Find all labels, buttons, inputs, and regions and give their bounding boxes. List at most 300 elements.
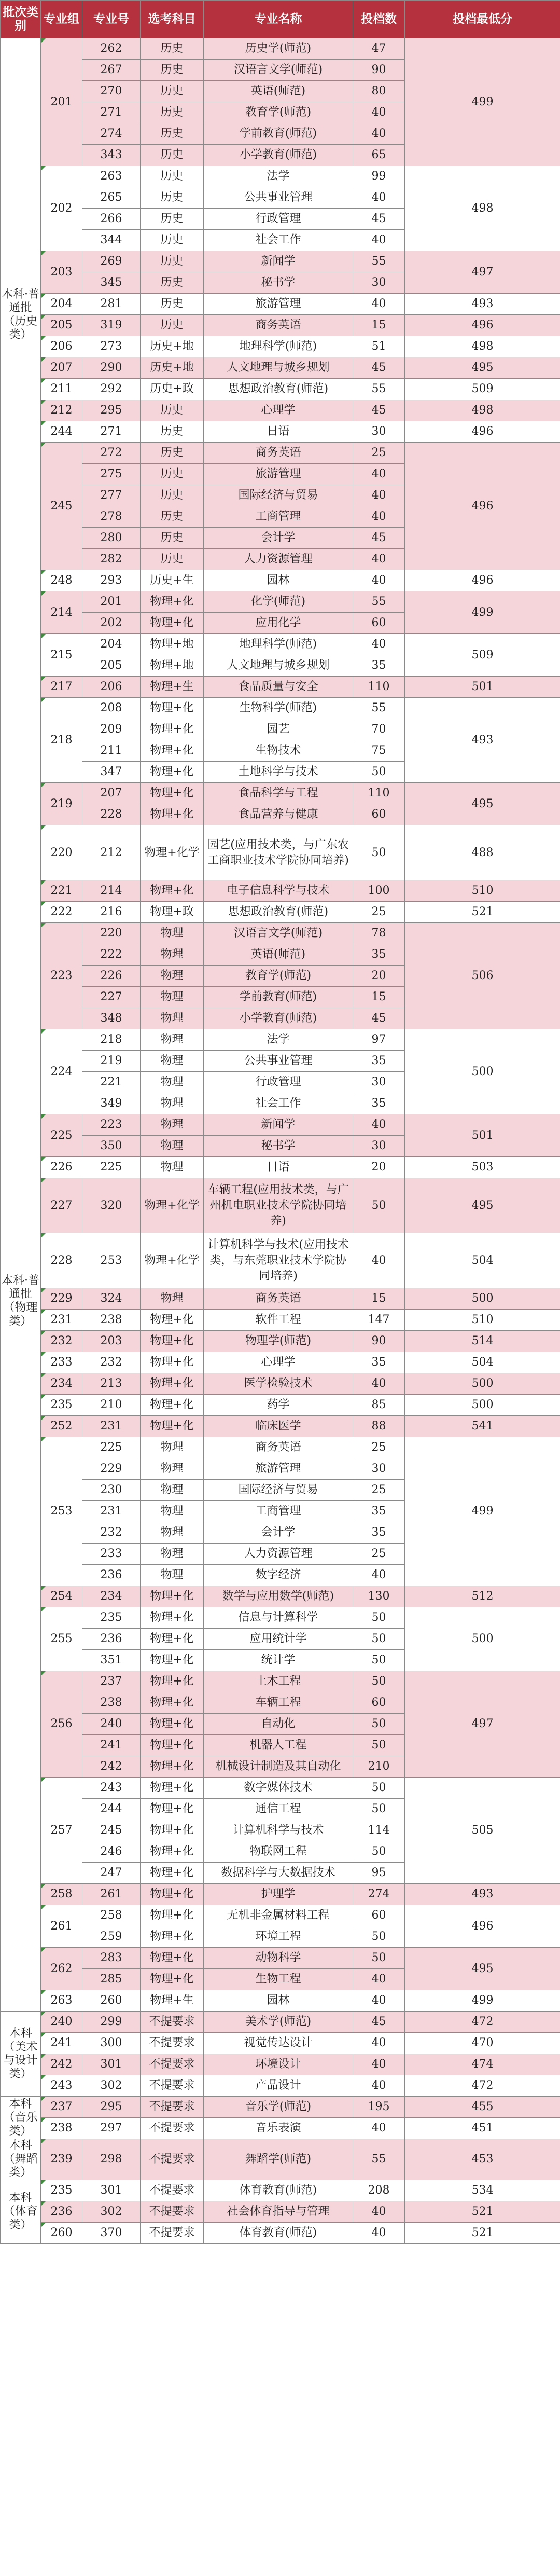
subjects-cell: 历史+政 xyxy=(141,379,204,400)
subjects-cell: 物理+化 xyxy=(141,1735,204,1756)
min-score-cell: 495 xyxy=(405,1948,560,1990)
table-row xyxy=(1,783,560,804)
admitted-cell: 85 xyxy=(353,1395,405,1416)
group-cell: 211 xyxy=(41,379,82,400)
admitted-cell: 60 xyxy=(353,1692,405,1714)
subjects-cell: 不提要求 xyxy=(141,2223,204,2244)
table-row xyxy=(1,698,560,719)
table-row xyxy=(1,1178,560,1233)
table-row xyxy=(1,1352,560,1373)
admitted-cell: 110 xyxy=(353,677,405,698)
admitted-cell: 110 xyxy=(353,783,405,804)
group-cell: 257 xyxy=(41,1778,82,1884)
major-code-cell: 266 xyxy=(82,209,141,230)
admitted-cell: 25 xyxy=(353,1437,405,1458)
group-cell: 240 xyxy=(41,2012,82,2033)
major-name-cell: 思想政治教育(师范) xyxy=(204,379,353,400)
subjects-cell: 物理+政 xyxy=(141,902,204,923)
table-row xyxy=(1,2097,560,2118)
major-name-cell: 心理学 xyxy=(204,1352,353,1373)
table-row xyxy=(1,2223,560,2244)
major-code-cell: 205 xyxy=(82,655,141,677)
group-cell: 233 xyxy=(41,1352,82,1373)
subjects-cell: 历史 xyxy=(141,145,204,166)
major-name-cell: 体育教育(师范) xyxy=(204,2223,353,2244)
major-name-cell: 旅游管理 xyxy=(204,464,353,485)
major-name-cell: 行政管理 xyxy=(204,209,353,230)
major-name-cell: 工商管理 xyxy=(204,1501,353,1522)
major-name-cell: 视觉传达设计 xyxy=(204,2033,353,2054)
min-score-cell: 455 xyxy=(405,2097,560,2118)
major-code-cell: 301 xyxy=(82,2054,141,2075)
subjects-cell: 物理+化 xyxy=(141,1905,204,1926)
major-code-cell: 324 xyxy=(82,1288,141,1310)
category-cell: 本科·普通批（历史类） xyxy=(1,38,41,591)
major-name-cell: 小学教育(师范) xyxy=(204,1008,353,1029)
category-cell: 本科（美术与设计类） xyxy=(1,2012,41,2097)
subjects-cell: 物理 xyxy=(141,1437,204,1458)
min-score-cell: 512 xyxy=(405,1586,560,1607)
table-row xyxy=(1,2054,560,2075)
subjects-cell: 物理+生 xyxy=(141,1990,204,2012)
major-code-cell: 225 xyxy=(82,1157,141,1178)
min-score-cell: 501 xyxy=(405,677,560,698)
group-cell: 228 xyxy=(41,1233,82,1288)
major-code-cell: 231 xyxy=(82,1501,141,1522)
subjects-cell: 物理 xyxy=(141,1051,204,1072)
major-name-cell: 旅游管理 xyxy=(204,294,353,315)
group-cell: 244 xyxy=(41,421,82,443)
major-code-cell: 204 xyxy=(82,634,141,655)
min-score-cell: 534 xyxy=(405,2180,560,2201)
group-cell: 201 xyxy=(41,38,82,166)
subjects-cell: 物理+化 xyxy=(141,1841,204,1863)
major-name-cell: 社会工作 xyxy=(204,1093,353,1114)
admitted-cell: 50 xyxy=(353,1607,405,1629)
min-score-cell: 493 xyxy=(405,294,560,315)
major-code-cell: 214 xyxy=(82,880,141,902)
subjects-cell: 物理+化 xyxy=(141,1948,204,1969)
subjects-cell: 物理+化 xyxy=(141,1799,204,1820)
subjects-cell: 物理+化 xyxy=(141,1650,204,1671)
major-code-cell: 229 xyxy=(82,1458,141,1480)
major-name-cell: 机器人工程 xyxy=(204,1735,353,1756)
table-row xyxy=(1,1157,560,1178)
subjects-cell: 不提要求 xyxy=(141,2118,204,2139)
major-name-cell: 环境设计 xyxy=(204,2054,353,2075)
admitted-cell: 50 xyxy=(353,1799,405,1820)
major-name-cell: 计算机科学与技术(应用技术类，与东莞职业技术学院协同培养) xyxy=(204,1233,353,1288)
major-code-cell: 302 xyxy=(82,2201,141,2223)
group-cell: 235 xyxy=(41,2180,82,2201)
major-code-cell: 216 xyxy=(82,902,141,923)
admitted-cell: 45 xyxy=(353,528,405,549)
subjects-cell: 物理 xyxy=(141,966,204,987)
major-code-cell: 267 xyxy=(82,60,141,81)
admitted-cell: 100 xyxy=(353,880,405,902)
major-name-cell: 数字媒体技术 xyxy=(204,1778,353,1799)
subjects-cell: 历史 xyxy=(141,187,204,209)
major-code-cell: 290 xyxy=(82,357,141,379)
table-row xyxy=(1,1607,560,1629)
min-score-cell: 506 xyxy=(405,923,560,1029)
table-row xyxy=(1,166,560,187)
group-cell: 206 xyxy=(41,336,82,357)
admitted-cell: 25 xyxy=(353,902,405,923)
subjects-cell: 物理+化 xyxy=(141,1310,204,1331)
min-score-cell: 495 xyxy=(405,357,560,379)
subjects-cell: 物理 xyxy=(141,1093,204,1114)
admitted-cell: 80 xyxy=(353,81,405,102)
major-code-cell: 347 xyxy=(82,762,141,783)
table-row xyxy=(1,1373,560,1395)
admitted-cell: 15 xyxy=(353,987,405,1008)
admitted-cell: 50 xyxy=(353,1178,405,1233)
major-name-cell: 商务英语 xyxy=(204,443,353,464)
subjects-cell: 物理 xyxy=(141,1072,204,1093)
group-cell: 258 xyxy=(41,1884,82,1905)
major-name-cell: 学前教育(师范) xyxy=(204,987,353,1008)
major-name-cell: 医学检验技术 xyxy=(204,1373,353,1395)
major-name-cell: 车辆工程(应用技术类，与广州机电职业技术学院协同培养) xyxy=(204,1178,353,1233)
table-row xyxy=(1,677,560,698)
major-code-cell: 234 xyxy=(82,1586,141,1607)
major-name-cell: 社会工作 xyxy=(204,230,353,251)
group-cell: 254 xyxy=(41,1586,82,1607)
subjects-cell: 物理 xyxy=(141,1136,204,1157)
subjects-cell: 物理 xyxy=(141,1522,204,1544)
major-code-cell: 235 xyxy=(82,1607,141,1629)
table-row xyxy=(1,294,560,315)
subjects-cell: 物理+化 xyxy=(141,1969,204,1990)
major-name-cell: 数字经济 xyxy=(204,1565,353,1586)
admitted-cell: 130 xyxy=(353,1586,405,1607)
group-cell: 238 xyxy=(41,2118,82,2139)
major-code-cell: 243 xyxy=(82,1778,141,1799)
min-score-cell: 496 xyxy=(405,421,560,443)
major-code-cell: 280 xyxy=(82,528,141,549)
subjects-cell: 不提要求 xyxy=(141,2201,204,2223)
table-row xyxy=(1,2180,560,2201)
major-code-cell: 292 xyxy=(82,379,141,400)
major-code-cell: 219 xyxy=(82,1051,141,1072)
major-code-cell: 274 xyxy=(82,123,141,145)
min-score-cell: 496 xyxy=(405,315,560,336)
min-score-cell: 500 xyxy=(405,1395,560,1416)
major-code-cell: 238 xyxy=(82,1310,141,1331)
major-name-cell: 国际经济与贸易 xyxy=(204,1480,353,1501)
group-cell: 222 xyxy=(41,902,82,923)
admitted-cell: 70 xyxy=(353,719,405,740)
major-code-cell: 201 xyxy=(82,591,141,613)
table-row xyxy=(1,880,560,902)
major-code-cell: 319 xyxy=(82,315,141,336)
table-row xyxy=(1,251,560,272)
major-code-cell: 230 xyxy=(82,1480,141,1501)
major-code-cell: 236 xyxy=(82,1629,141,1650)
subjects-cell: 历史+生 xyxy=(141,570,204,591)
admitted-cell: 55 xyxy=(353,698,405,719)
min-score-cell: 500 xyxy=(405,1029,560,1114)
admitted-cell: 25 xyxy=(353,1544,405,1565)
major-name-cell: 临床医学 xyxy=(204,1416,353,1437)
subjects-cell: 历史+地 xyxy=(141,357,204,379)
subjects-cell: 物理 xyxy=(141,1157,204,1178)
admitted-cell: 99 xyxy=(353,166,405,187)
min-score-cell: 451 xyxy=(405,2118,560,2139)
group-cell: 260 xyxy=(41,2223,82,2244)
major-code-cell: 244 xyxy=(82,1799,141,1820)
table-row xyxy=(1,2139,560,2180)
major-name-cell: 土地科学与技术 xyxy=(204,762,353,783)
major-code-cell: 295 xyxy=(82,400,141,421)
major-name-cell: 通信工程 xyxy=(204,1799,353,1820)
group-cell: 203 xyxy=(41,251,82,294)
major-name-cell: 新闻学 xyxy=(204,1114,353,1136)
major-name-cell: 土木工程 xyxy=(204,1671,353,1692)
subjects-cell: 物理 xyxy=(141,1114,204,1136)
admitted-cell: 15 xyxy=(353,315,405,336)
table-row xyxy=(1,1905,560,1926)
admitted-cell: 55 xyxy=(353,2139,405,2180)
group-cell: 248 xyxy=(41,570,82,591)
subjects-cell: 物理+化 xyxy=(141,1863,204,1884)
major-name-cell: 日语 xyxy=(204,421,353,443)
major-code-cell: 202 xyxy=(82,613,141,634)
major-name-cell: 舞蹈学(师范) xyxy=(204,2139,353,2180)
admitted-cell: 35 xyxy=(353,1352,405,1373)
admitted-cell: 40 xyxy=(353,187,405,209)
admitted-cell: 50 xyxy=(353,1948,405,1969)
admitted-cell: 50 xyxy=(353,1841,405,1863)
admitted-cell: 40 xyxy=(353,2118,405,2139)
admitted-cell: 30 xyxy=(353,421,405,443)
subjects-cell: 物理+化 xyxy=(141,613,204,634)
admitted-cell: 15 xyxy=(353,1288,405,1310)
min-score-cell: 500 xyxy=(405,1607,560,1671)
subjects-cell: 物理 xyxy=(141,1029,204,1051)
admitted-cell: 40 xyxy=(353,570,405,591)
subjects-cell: 物理 xyxy=(141,923,204,944)
major-name-cell: 会计学 xyxy=(204,1522,353,1544)
admitted-cell: 50 xyxy=(353,1714,405,1735)
group-cell: 261 xyxy=(41,1905,82,1948)
group-cell: 262 xyxy=(41,1948,82,1990)
admitted-cell: 208 xyxy=(353,2180,405,2201)
major-code-cell: 221 xyxy=(82,1072,141,1093)
major-name-cell: 人力资源管理 xyxy=(204,1544,353,1565)
major-code-cell: 300 xyxy=(82,2033,141,2054)
table-row xyxy=(1,591,560,613)
admitted-cell: 35 xyxy=(353,1522,405,1544)
min-score-cell: 488 xyxy=(405,825,560,880)
subjects-cell: 历史+地 xyxy=(141,336,204,357)
subjects-cell: 物理+化 xyxy=(141,1671,204,1692)
major-code-cell: 260 xyxy=(82,1990,141,2012)
major-code-cell: 236 xyxy=(82,1565,141,1586)
group-cell: 245 xyxy=(41,443,82,570)
min-score-cell: 500 xyxy=(405,1288,560,1310)
group-cell: 241 xyxy=(41,2033,82,2054)
header-subjects: 选考科目 xyxy=(141,1,204,38)
major-name-cell: 体育教育(师范) xyxy=(204,2180,353,2201)
subjects-cell: 不提要求 xyxy=(141,2097,204,2118)
major-code-cell: 238 xyxy=(82,1692,141,1714)
major-name-cell: 音乐表演 xyxy=(204,2118,353,2139)
min-score-cell: 505 xyxy=(405,1778,560,1884)
admitted-cell: 45 xyxy=(353,400,405,421)
major-code-cell: 212 xyxy=(82,825,141,880)
header-admitted: 投档数 xyxy=(353,1,405,38)
min-score-cell: 498 xyxy=(405,400,560,421)
major-name-cell: 思想政治教育(师范) xyxy=(204,902,353,923)
major-code-cell: 228 xyxy=(82,804,141,825)
major-code-cell: 240 xyxy=(82,1714,141,1735)
group-cell: 207 xyxy=(41,357,82,379)
admitted-cell: 55 xyxy=(353,591,405,613)
major-code-cell: 297 xyxy=(82,2118,141,2139)
table-row xyxy=(1,1586,560,1607)
table-row xyxy=(1,1310,560,1331)
group-cell: 263 xyxy=(41,1990,82,2012)
min-score-cell: 509 xyxy=(405,379,560,400)
admitted-cell: 35 xyxy=(353,1051,405,1072)
subjects-cell: 物理+化 xyxy=(141,591,204,613)
category-cell: 本科（体育类） xyxy=(1,2180,41,2244)
major-code-cell: 370 xyxy=(82,2223,141,2244)
min-score-cell: 495 xyxy=(405,783,560,825)
group-cell: 234 xyxy=(41,1373,82,1395)
major-code-cell: 209 xyxy=(82,719,141,740)
table-row xyxy=(1,421,560,443)
min-score-cell: 499 xyxy=(405,1990,560,2012)
min-score-cell: 514 xyxy=(405,1331,560,1352)
major-name-cell: 人文地理与城乡规划 xyxy=(204,357,353,379)
subjects-cell: 物理+化 xyxy=(141,1416,204,1437)
admitted-cell: 35 xyxy=(353,655,405,677)
table-row xyxy=(1,1990,560,2012)
min-score-cell: 510 xyxy=(405,1310,560,1331)
table-row xyxy=(1,1395,560,1416)
major-name-cell: 法学 xyxy=(204,1029,353,1051)
table-row xyxy=(1,443,560,464)
admitted-cell: 60 xyxy=(353,1905,405,1926)
major-code-cell: 237 xyxy=(82,1671,141,1692)
group-cell: 202 xyxy=(41,166,82,251)
min-score-cell: 509 xyxy=(405,634,560,677)
admitted-cell: 20 xyxy=(353,1157,405,1178)
subjects-cell: 物理+生 xyxy=(141,677,204,698)
table-row xyxy=(1,1331,560,1352)
table-row xyxy=(1,1437,560,1458)
major-code-cell: 272 xyxy=(82,443,141,464)
major-code-cell: 320 xyxy=(82,1178,141,1233)
major-code-cell: 295 xyxy=(82,2097,141,2118)
major-code-cell: 348 xyxy=(82,1008,141,1029)
major-code-cell: 285 xyxy=(82,1969,141,1990)
major-name-cell: 生物科学(师范) xyxy=(204,698,353,719)
admitted-cell: 25 xyxy=(353,443,405,464)
major-name-cell: 数学与应用数学(师范) xyxy=(204,1586,353,1607)
subjects-cell: 物理+化 xyxy=(141,1607,204,1629)
major-name-cell: 社会体育指导与管理 xyxy=(204,2201,353,2223)
category-cell: 本科·普通批（物理类） xyxy=(1,591,41,2012)
major-code-cell: 283 xyxy=(82,1948,141,1969)
major-code-cell: 344 xyxy=(82,230,141,251)
table-row xyxy=(1,825,560,880)
admitted-cell: 45 xyxy=(353,2012,405,2033)
admitted-cell: 50 xyxy=(353,1629,405,1650)
admitted-cell: 35 xyxy=(353,1501,405,1522)
min-score-cell: 501 xyxy=(405,1114,560,1157)
major-name-cell: 园艺(应用技术类，与广东农工商职业技术学院协同培养) xyxy=(204,825,353,880)
subjects-cell: 历史 xyxy=(141,38,204,60)
major-code-cell: 233 xyxy=(82,1544,141,1565)
major-code-cell: 259 xyxy=(82,1926,141,1948)
subjects-cell: 物理+化 xyxy=(141,1629,204,1650)
subjects-cell: 不提要求 xyxy=(141,2012,204,2033)
group-cell: 227 xyxy=(41,1178,82,1233)
major-code-cell: 351 xyxy=(82,1650,141,1671)
subjects-cell: 历史 xyxy=(141,102,204,123)
major-code-cell: 301 xyxy=(82,2180,141,2201)
subjects-cell: 物理+化 xyxy=(141,719,204,740)
major-code-cell: 271 xyxy=(82,421,141,443)
subjects-cell: 物理+化学 xyxy=(141,1233,204,1288)
admitted-cell: 50 xyxy=(353,825,405,880)
group-cell: 204 xyxy=(41,294,82,315)
admitted-cell: 45 xyxy=(353,357,405,379)
table-row xyxy=(1,357,560,379)
min-score-cell: 521 xyxy=(405,2201,560,2223)
major-name-cell: 新闻学 xyxy=(204,251,353,272)
major-name-cell: 信息与计算科学 xyxy=(204,1607,353,1629)
min-score-cell: 470 xyxy=(405,2033,560,2054)
group-cell: 215 xyxy=(41,634,82,677)
header-major-code: 专业号 xyxy=(82,1,141,38)
admitted-cell: 55 xyxy=(353,251,405,272)
admitted-cell: 40 xyxy=(353,549,405,570)
min-score-cell: 472 xyxy=(405,2012,560,2033)
major-name-cell: 化学(师范) xyxy=(204,591,353,613)
admitted-cell: 95 xyxy=(353,1863,405,1884)
subjects-cell: 物理+化 xyxy=(141,1586,204,1607)
admitted-cell: 40 xyxy=(353,506,405,528)
min-score-cell: 504 xyxy=(405,1352,560,1373)
major-name-cell: 公共事业管理 xyxy=(204,187,353,209)
subjects-cell: 历史 xyxy=(141,485,204,506)
major-name-cell: 无机非金属材料工程 xyxy=(204,1905,353,1926)
major-name-cell: 秘书学 xyxy=(204,1136,353,1157)
subjects-cell: 历史 xyxy=(141,60,204,81)
major-code-cell: 222 xyxy=(82,944,141,966)
subjects-cell: 物理+化 xyxy=(141,1395,204,1416)
major-code-cell: 227 xyxy=(82,987,141,1008)
major-code-cell: 270 xyxy=(82,81,141,102)
group-cell: 221 xyxy=(41,880,82,902)
subjects-cell: 物理 xyxy=(141,1544,204,1565)
header-category: 批次类别 xyxy=(1,1,41,38)
admitted-cell: 25 xyxy=(353,1480,405,1501)
min-score-cell: 474 xyxy=(405,2054,560,2075)
admitted-cell: 40 xyxy=(353,2201,405,2223)
major-code-cell: 298 xyxy=(82,2139,141,2180)
major-code-cell: 343 xyxy=(82,145,141,166)
major-name-cell: 物理学(师范) xyxy=(204,1331,353,1352)
major-name-cell: 教育学(师范) xyxy=(204,102,353,123)
admitted-cell: 114 xyxy=(353,1820,405,1841)
major-name-cell: 心理学 xyxy=(204,400,353,421)
